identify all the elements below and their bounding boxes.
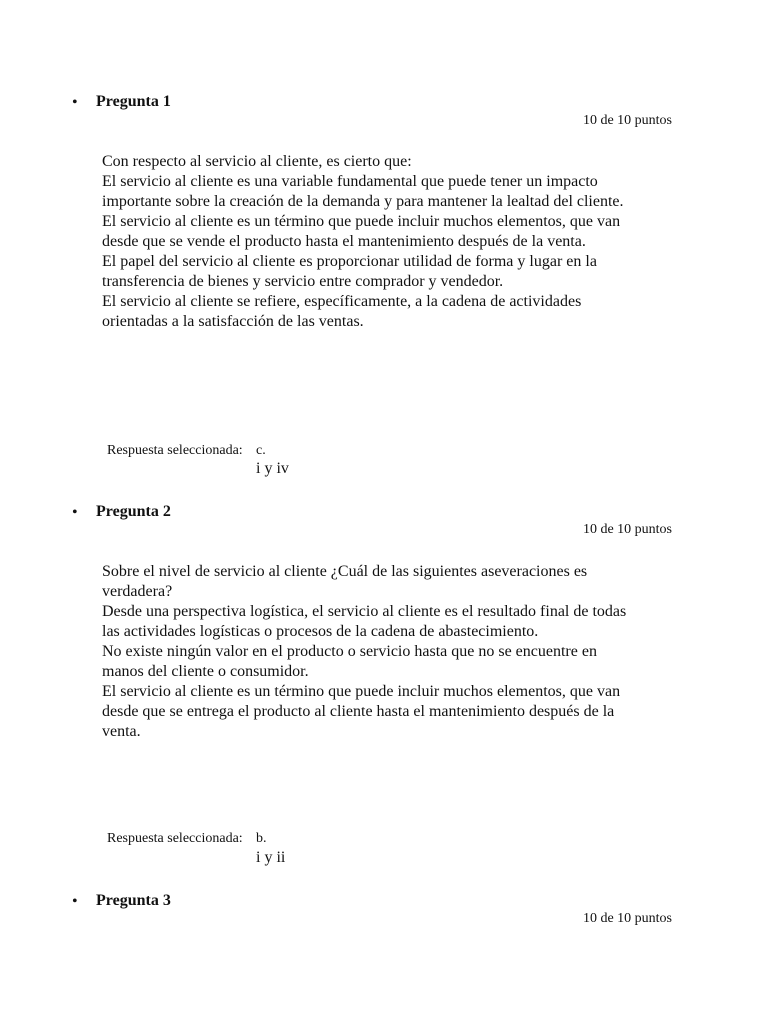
question-score: 10 de 10 puntos (582, 911, 672, 926)
bullet-icon: • (72, 504, 78, 521)
question-title: Pregunta 2 (96, 503, 171, 520)
question-score: 10 de 10 puntos (582, 522, 672, 537)
question-line: Desde una perspectiva logística, el servicio al cliente es el resultado final de todas las actividades logísticas o procesos de la cadena de abastecimiento. (102, 603, 627, 640)
question-title: Pregunta 3 (96, 892, 171, 909)
answer-text: i y iv (256, 460, 289, 477)
question-title: Pregunta 1 (96, 93, 171, 110)
question-line: El servicio al cliente es una variable fundamental que puede tener un impacto importante sobre la creación de la demanda y para mantener la lealtad del cliente. (102, 173, 624, 210)
question-line: El papel del servicio al cliente es proporcionar utilidad de forma y lugar en la transferencia de bienes y servicio entre comprador y vendedor. (102, 253, 597, 290)
question-line: El servicio al cliente se refiere, específicamente, a la cadena de actividades orientadas a la satisfacción de las ventas. (102, 293, 582, 330)
answer-letter: b. (256, 831, 267, 846)
question-line: El servicio al cliente es un término que puede incluir muchos elementos, que van desde que se vende el producto hasta el mantenimiento después de la venta. (102, 213, 621, 250)
question-line: El servicio al cliente es un término que puede incluir muchos elementos, que van desde que se entrega el producto al cliente hasta el mantenimiento después de la venta. (102, 683, 621, 740)
answer-label: Respuesta seleccionada: (107, 831, 243, 846)
bullet-icon: • (72, 94, 78, 111)
question-text (102, 562, 642, 742)
question-score: 10 de 10 puntos (582, 113, 672, 128)
question-text (102, 152, 642, 332)
answer-letter: c. (256, 443, 266, 458)
question-line: No existe ningún valor en el producto o servicio hasta que no se encuentre en manos del cliente o consumidor. (102, 643, 597, 680)
answer-text: i y ii (256, 849, 286, 866)
question-line: Con respecto al servicio al cliente, es cierto que: (102, 153, 412, 170)
question-line: Sobre el nivel de servicio al cliente ¿Cuál de las siguientes aseveraciones es verdadera? (102, 563, 588, 600)
bullet-icon: • (72, 893, 78, 910)
answer-label: Respuesta seleccionada: (107, 443, 243, 458)
